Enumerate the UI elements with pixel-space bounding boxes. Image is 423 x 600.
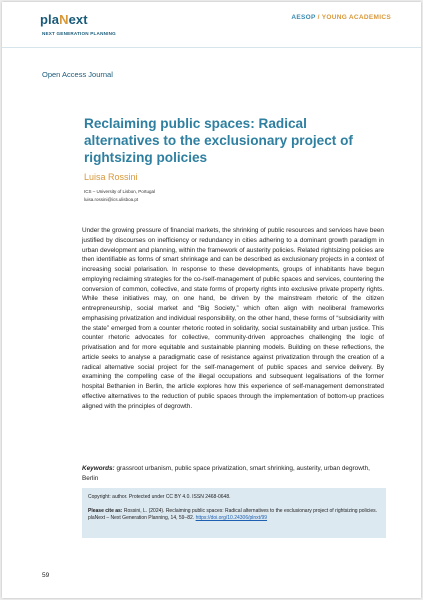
cite-text: Rossini, L. (2024). Reclaiming public spaces: Radical alternatives to the exclusionary project of rightsizing policies. plaNext – Next Generation Planning, 14, 59–82.: [88, 508, 378, 521]
keywords-label: Keywords:: [82, 465, 115, 472]
author-name: Luisa Rossini: [84, 172, 138, 182]
journal-type: Open Access Journal: [42, 70, 113, 79]
header-separator: /: [317, 14, 320, 21]
cite-label: Please cite as:: [88, 508, 123, 514]
header-divider: [2, 47, 421, 48]
journal-logo: [40, 12, 88, 27]
keywords: [82, 464, 384, 483]
article-title: Reclaiming public spaces: Radical alternatives to the exclusionary project of rightsizing policies: [84, 116, 353, 165]
affiliation: ICS – University of Lisbon, Portugal: [84, 189, 156, 194]
doi-link[interactable]: https://doi.org/10.24306/plnxt/99: [195, 515, 268, 521]
author-email: luisa.rossini@ics.ulisboa.pt: [84, 197, 139, 202]
section-name: YOUNG ACADEMICS: [321, 14, 391, 21]
logo-subtitle: NEXT GENERATION PLANNING: [42, 31, 116, 36]
logo-text-part2: N: [59, 12, 69, 27]
logo-text-part1: pla: [40, 12, 60, 27]
citation: [88, 508, 380, 522]
author-affiliation-block: [84, 188, 155, 204]
abstract: Under the growing pressure of financial markets, the shrinking of public resources and services have been justified by discourses on inefficiency or redundancy in cities adhering to a dominant growth paradigm in urban development and planning, within the framework of austerity policies. Related rightsizing policies are then identifiable as forms of smart shrinkage and can be described as exclusionary projects in a context of increasing social polarisation. In response to these developments, groups of inhabitants have begun employing reclaiming strategies for the co-/self-management of public spaces and services, countering the conversion of common, collective, and state forms of property rights into exclusive private property rights. While these initiatives may, on one hand, be driven by the mainstream rhetoric of the citizen entrepreneurship, social market and “Big Society,” which often align with neoliberal frameworks emphasising privatization and individual responsibility, on the other hand, these forms of “subsidiarity with the state” emerged from a counter rhetoric rooted in solidarity, social sustainability and urban justice. This counter rhetoric advocates for collective, community-driven approaches challenging the logic of privatisation and for more equitable and sustainable planning models. Building on these reflections, the article seeks to analyse a paradigmatic case of resistance against privatization through the creation of a radical alternative social project for the self-management of public spaces and service delivery. By examining the compelling case of the illegal occupations and subsequent legalisations of the former hospital Bethanien in Berlin, the article explores how this experience of self-management demonstrated effective alternatives to the reduction of public spaces through the implementation of bottom-up practices aligned with the principles of degrowth.: [82, 227, 384, 410]
page-number: 59: [42, 572, 50, 579]
copyright-notice: Copyright: author. Protected under CC BY 4.0. ISSN 2468-0648.: [88, 494, 231, 500]
logo-text-part3: ext: [68, 12, 88, 27]
org-name: AESOP: [291, 14, 316, 21]
header-section-label: [291, 14, 391, 21]
keywords-list: grassroot urbanism, public space privatization, smart shrinking, austerity, urban degrowth, Berlin: [82, 465, 370, 482]
article-page: [2, 2, 421, 598]
citation-box: [82, 488, 386, 538]
